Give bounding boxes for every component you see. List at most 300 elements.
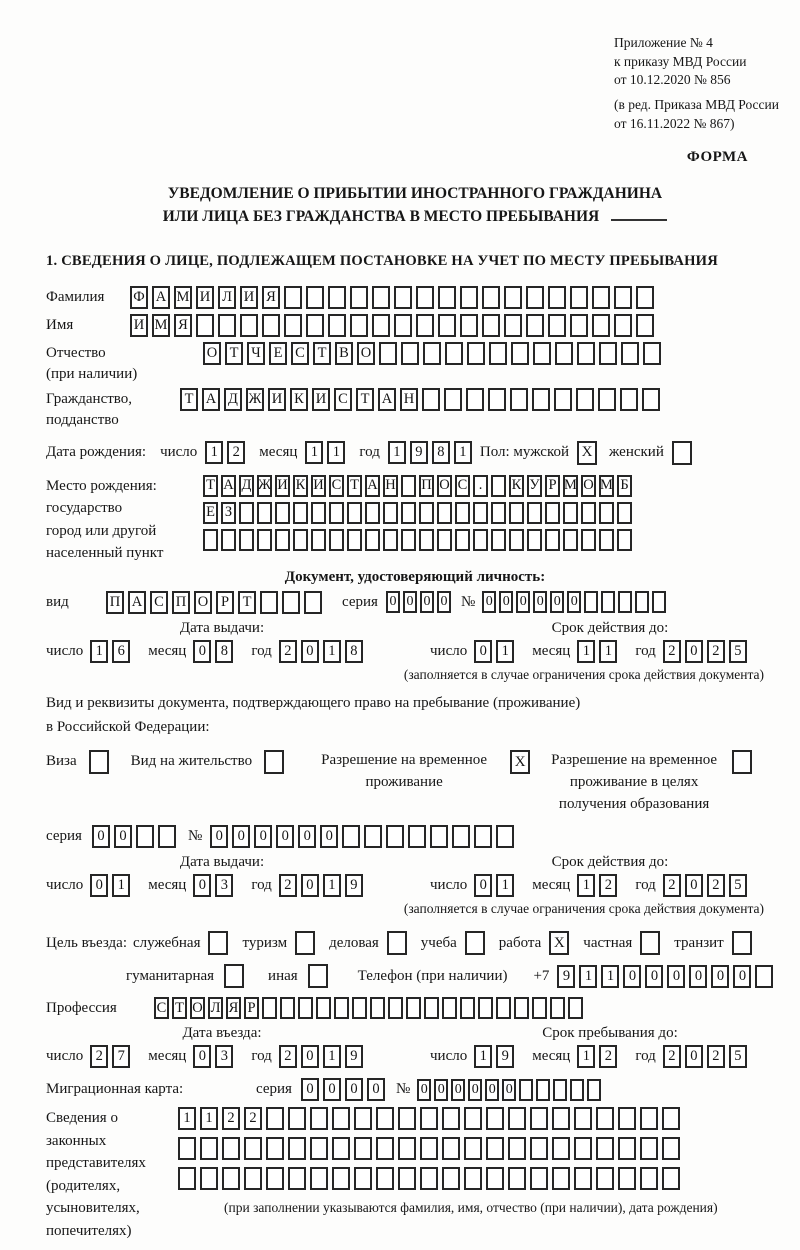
char-box[interactable] — [553, 1079, 567, 1101]
char-box[interactable]: 1 — [577, 874, 595, 897]
char-box[interactable]: 0 — [323, 1078, 341, 1101]
char-box[interactable] — [352, 997, 367, 1019]
char-box[interactable]: 9 — [345, 874, 363, 897]
char-box[interactable]: 0 — [301, 1045, 319, 1068]
char-box[interactable] — [332, 1167, 350, 1190]
char-box[interactable] — [473, 529, 488, 551]
char-box[interactable]: 0 — [567, 591, 581, 613]
char-box[interactable] — [496, 997, 511, 1019]
char-box[interactable] — [563, 529, 578, 551]
char-box[interactable] — [548, 286, 566, 309]
char-box[interactable]: 0 — [193, 874, 211, 897]
char-box[interactable] — [419, 502, 434, 524]
char-box[interactable]: 5 — [729, 1045, 747, 1068]
char-box[interactable]: 0 — [550, 591, 564, 613]
char-box[interactable] — [527, 502, 542, 524]
char-box[interactable] — [642, 388, 660, 411]
char-box[interactable]: 0 — [254, 825, 272, 848]
char-box[interactable]: С — [334, 388, 352, 411]
char-box[interactable] — [328, 286, 346, 309]
char-box[interactable] — [354, 1107, 372, 1130]
char-box[interactable] — [486, 1107, 504, 1130]
char-box[interactable]: А — [221, 475, 236, 497]
char-box[interactable]: 1 — [112, 874, 130, 897]
char-box[interactable] — [587, 1079, 601, 1101]
char-box[interactable] — [364, 825, 382, 848]
char-box[interactable] — [288, 1167, 306, 1190]
char-box[interactable] — [288, 1107, 306, 1130]
char-box[interactable] — [354, 1137, 372, 1160]
char-box[interactable] — [577, 342, 595, 365]
char-box[interactable] — [354, 1167, 372, 1190]
char-box[interactable] — [266, 1137, 284, 1160]
char-box[interactable] — [532, 997, 547, 1019]
char-box[interactable]: 5 — [729, 640, 747, 663]
char-box[interactable] — [491, 475, 506, 497]
char-box[interactable] — [401, 529, 416, 551]
char-box[interactable] — [401, 502, 416, 524]
char-box[interactable] — [442, 1167, 460, 1190]
char-box[interactable] — [329, 529, 344, 551]
char-box[interactable] — [376, 1107, 394, 1130]
char-box[interactable] — [555, 342, 573, 365]
char-box[interactable] — [262, 997, 277, 1019]
char-box[interactable]: 8 — [345, 640, 363, 663]
char-box[interactable]: 0 — [502, 1079, 516, 1101]
char-box[interactable] — [280, 997, 295, 1019]
char-box[interactable] — [350, 286, 368, 309]
tourism-checkbox[interactable] — [295, 931, 315, 955]
char-box[interactable]: 1 — [454, 441, 472, 464]
char-box[interactable]: Т — [180, 388, 198, 411]
char-box[interactable]: 2 — [222, 1107, 240, 1130]
char-box[interactable] — [640, 1107, 658, 1130]
official-checkbox[interactable] — [208, 931, 228, 955]
char-box[interactable] — [423, 342, 441, 365]
char-box[interactable] — [394, 286, 412, 309]
char-box[interactable]: 1 — [323, 1045, 341, 1068]
char-box[interactable] — [372, 314, 390, 337]
char-box[interactable] — [401, 475, 416, 497]
char-box[interactable] — [581, 529, 596, 551]
char-box[interactable] — [452, 825, 470, 848]
char-box[interactable] — [284, 286, 302, 309]
char-box[interactable]: О — [357, 342, 375, 365]
char-box[interactable] — [662, 1107, 680, 1130]
char-box[interactable]: 2 — [663, 1045, 681, 1068]
char-box[interactable] — [755, 965, 773, 988]
char-box[interactable] — [617, 502, 632, 524]
char-box[interactable]: 0 — [437, 591, 451, 613]
char-box[interactable] — [420, 1167, 438, 1190]
char-box[interactable] — [482, 286, 500, 309]
char-box[interactable] — [257, 502, 272, 524]
char-box[interactable] — [372, 286, 390, 309]
char-box[interactable]: 6 — [112, 640, 130, 663]
char-box[interactable] — [244, 1137, 262, 1160]
char-box[interactable] — [592, 286, 610, 309]
char-box[interactable]: 0 — [232, 825, 250, 848]
char-box[interactable] — [420, 1137, 438, 1160]
char-box[interactable]: М — [152, 314, 170, 337]
char-box[interactable]: Е — [269, 342, 287, 365]
temp-residence-checkbox[interactable]: X — [510, 750, 530, 774]
char-box[interactable] — [306, 286, 324, 309]
char-box[interactable] — [486, 1167, 504, 1190]
char-box[interactable] — [508, 1137, 526, 1160]
char-box[interactable]: 3 — [215, 874, 233, 897]
char-box[interactable]: 0 — [345, 1078, 363, 1101]
business-checkbox[interactable] — [387, 931, 407, 955]
char-box[interactable]: 0 — [533, 591, 547, 613]
char-box[interactable] — [530, 1137, 548, 1160]
char-box[interactable]: С — [291, 342, 309, 365]
char-box[interactable]: О — [581, 475, 596, 497]
char-box[interactable] — [257, 529, 272, 551]
char-box[interactable] — [482, 314, 500, 337]
char-box[interactable] — [288, 1137, 306, 1160]
char-box[interactable]: 0 — [301, 1078, 319, 1101]
visa-checkbox[interactable] — [89, 750, 109, 774]
char-box[interactable]: И — [196, 286, 214, 309]
char-box[interactable]: 0 — [667, 965, 685, 988]
char-box[interactable]: М — [563, 475, 578, 497]
char-box[interactable]: П — [172, 591, 190, 614]
char-box[interactable] — [332, 1137, 350, 1160]
char-box[interactable] — [445, 342, 463, 365]
char-box[interactable] — [342, 825, 360, 848]
char-box[interactable] — [379, 342, 397, 365]
char-box[interactable]: 2 — [707, 874, 725, 897]
char-box[interactable]: 2 — [707, 640, 725, 663]
char-box[interactable]: 2 — [279, 640, 297, 663]
char-box[interactable] — [442, 1137, 460, 1160]
char-box[interactable] — [504, 286, 522, 309]
char-box[interactable]: Т — [203, 475, 218, 497]
char-box[interactable]: 9 — [496, 1045, 514, 1068]
char-box[interactable] — [576, 388, 594, 411]
char-box[interactable]: 1 — [496, 874, 514, 897]
char-box[interactable]: П — [106, 591, 124, 614]
char-box[interactable] — [584, 591, 598, 613]
char-box[interactable]: 9 — [345, 1045, 363, 1068]
char-box[interactable] — [455, 529, 470, 551]
char-box[interactable] — [599, 529, 614, 551]
char-box[interactable] — [596, 1137, 614, 1160]
char-box[interactable] — [262, 314, 280, 337]
char-box[interactable] — [662, 1167, 680, 1190]
char-box[interactable]: 3 — [215, 1045, 233, 1068]
char-box[interactable]: К — [509, 475, 524, 497]
char-box[interactable] — [635, 591, 649, 613]
char-box[interactable]: 2 — [279, 874, 297, 897]
char-box[interactable] — [460, 314, 478, 337]
char-box[interactable] — [563, 502, 578, 524]
char-box[interactable]: И — [312, 388, 330, 411]
char-box[interactable] — [388, 997, 403, 1019]
char-box[interactable] — [437, 529, 452, 551]
char-box[interactable] — [408, 825, 426, 848]
study-checkbox[interactable] — [465, 931, 485, 955]
char-box[interactable] — [329, 502, 344, 524]
char-box[interactable] — [526, 314, 544, 337]
char-box[interactable]: 0 — [210, 825, 228, 848]
char-box[interactable] — [438, 314, 456, 337]
char-box[interactable] — [464, 1137, 482, 1160]
char-box[interactable] — [504, 314, 522, 337]
char-box[interactable] — [460, 997, 475, 1019]
char-box[interactable] — [640, 1137, 658, 1160]
char-box[interactable] — [376, 1167, 394, 1190]
char-box[interactable] — [158, 825, 176, 848]
other-purpose-checkbox[interactable] — [308, 964, 328, 988]
char-box[interactable] — [509, 529, 524, 551]
residence-permit-checkbox[interactable] — [264, 750, 284, 774]
char-box[interactable]: 2 — [663, 640, 681, 663]
char-box[interactable] — [444, 388, 462, 411]
char-box[interactable] — [596, 1107, 614, 1130]
char-box[interactable]: Ч — [247, 342, 265, 365]
char-box[interactable]: З — [221, 502, 236, 524]
char-box[interactable]: Ф — [130, 286, 148, 309]
char-box[interactable] — [489, 342, 507, 365]
char-box[interactable]: И — [275, 475, 290, 497]
char-box[interactable]: К — [290, 388, 308, 411]
char-box[interactable]: 0 — [301, 874, 319, 897]
char-box[interactable]: 1 — [577, 1045, 595, 1068]
char-box[interactable] — [196, 314, 214, 337]
char-box[interactable] — [284, 314, 302, 337]
char-box[interactable]: К — [293, 475, 308, 497]
char-box[interactable] — [574, 1167, 592, 1190]
char-box[interactable] — [514, 997, 529, 1019]
char-box[interactable] — [554, 388, 572, 411]
char-box[interactable]: Т — [225, 342, 243, 365]
char-box[interactable]: Р — [244, 997, 259, 1019]
char-box[interactable]: 1 — [496, 640, 514, 663]
char-box[interactable] — [621, 342, 639, 365]
char-box[interactable]: 1 — [323, 640, 341, 663]
char-box[interactable] — [568, 997, 583, 1019]
char-box[interactable]: 0 — [403, 591, 417, 613]
char-box[interactable] — [527, 529, 542, 551]
char-box[interactable]: 2 — [707, 1045, 725, 1068]
char-box[interactable] — [614, 286, 632, 309]
temp-residence-education-checkbox[interactable] — [732, 750, 752, 774]
char-box[interactable]: М — [599, 475, 614, 497]
char-box[interactable] — [509, 502, 524, 524]
char-box[interactable]: Т — [172, 997, 187, 1019]
char-box[interactable]: 0 — [298, 825, 316, 848]
char-box[interactable]: 9 — [557, 965, 575, 988]
char-box[interactable]: 1 — [323, 874, 341, 897]
char-box[interactable] — [398, 1167, 416, 1190]
char-box[interactable]: Я — [174, 314, 192, 337]
char-box[interactable]: 0 — [485, 1079, 499, 1101]
char-box[interactable]: 5 — [729, 874, 747, 897]
char-box[interactable] — [536, 1079, 550, 1101]
humanitarian-checkbox[interactable] — [224, 964, 244, 988]
char-box[interactable]: Я — [262, 286, 280, 309]
char-box[interactable] — [533, 342, 551, 365]
char-box[interactable] — [437, 502, 452, 524]
char-box[interactable] — [376, 1137, 394, 1160]
char-box[interactable]: 1 — [577, 640, 595, 663]
char-box[interactable] — [239, 502, 254, 524]
char-box[interactable] — [618, 1137, 636, 1160]
char-box[interactable] — [310, 1137, 328, 1160]
char-box[interactable]: 1 — [599, 640, 617, 663]
char-box[interactable] — [581, 502, 596, 524]
char-box[interactable]: 0 — [434, 1079, 448, 1101]
char-box[interactable] — [244, 1167, 262, 1190]
char-box[interactable]: 2 — [599, 1045, 617, 1068]
char-box[interactable] — [618, 1107, 636, 1130]
char-box[interactable]: О — [437, 475, 452, 497]
char-box[interactable]: 0 — [276, 825, 294, 848]
char-box[interactable] — [643, 342, 661, 365]
char-box[interactable]: О — [194, 591, 212, 614]
char-box[interactable]: 0 — [474, 640, 492, 663]
char-box[interactable]: 0 — [386, 591, 400, 613]
char-box[interactable]: 0 — [482, 591, 496, 613]
char-box[interactable] — [386, 825, 404, 848]
char-box[interactable]: Р — [545, 475, 560, 497]
char-box[interactable] — [617, 529, 632, 551]
char-box[interactable] — [491, 502, 506, 524]
char-box[interactable]: 0 — [451, 1079, 465, 1101]
char-box[interactable] — [455, 502, 470, 524]
char-box[interactable] — [334, 997, 349, 1019]
char-box[interactable] — [347, 529, 362, 551]
char-box[interactable] — [574, 1137, 592, 1160]
char-box[interactable] — [466, 388, 484, 411]
char-box[interactable]: 1 — [90, 640, 108, 663]
char-box[interactable]: 0 — [417, 1079, 431, 1101]
char-box[interactable] — [662, 1137, 680, 1160]
char-box[interactable] — [640, 1167, 658, 1190]
char-box[interactable] — [240, 314, 258, 337]
char-box[interactable] — [478, 997, 493, 1019]
char-box[interactable]: 1 — [579, 965, 597, 988]
char-box[interactable]: П — [419, 475, 434, 497]
char-box[interactable] — [652, 591, 666, 613]
char-box[interactable]: 1 — [200, 1107, 218, 1130]
char-box[interactable]: Р — [216, 591, 234, 614]
work-checkbox[interactable]: X — [549, 931, 569, 955]
char-box[interactable] — [416, 314, 434, 337]
char-box[interactable] — [464, 1167, 482, 1190]
char-box[interactable] — [570, 1079, 584, 1101]
char-box[interactable] — [474, 825, 492, 848]
char-box[interactable] — [178, 1167, 196, 1190]
char-box[interactable] — [545, 502, 560, 524]
char-box[interactable]: 0 — [685, 874, 703, 897]
char-box[interactable] — [275, 502, 290, 524]
char-box[interactable] — [530, 1167, 548, 1190]
char-box[interactable] — [530, 1107, 548, 1130]
char-box[interactable]: 0 — [711, 965, 729, 988]
char-box[interactable]: Н — [400, 388, 418, 411]
char-box[interactable] — [592, 314, 610, 337]
char-box[interactable]: 0 — [685, 1045, 703, 1068]
char-box[interactable]: А — [378, 388, 396, 411]
char-box[interactable]: О — [190, 997, 205, 1019]
char-box[interactable] — [306, 314, 324, 337]
char-box[interactable] — [332, 1107, 350, 1130]
char-box[interactable] — [599, 342, 617, 365]
char-box[interactable]: 0 — [92, 825, 110, 848]
char-box[interactable]: 0 — [474, 874, 492, 897]
char-box[interactable] — [394, 314, 412, 337]
char-box[interactable] — [526, 286, 544, 309]
transit-checkbox[interactable] — [732, 931, 752, 955]
char-box[interactable]: 0 — [499, 591, 513, 613]
char-box[interactable] — [552, 1137, 570, 1160]
char-box[interactable] — [310, 1167, 328, 1190]
char-box[interactable] — [491, 529, 506, 551]
char-box[interactable]: 1 — [388, 441, 406, 464]
char-box[interactable] — [328, 314, 346, 337]
char-box[interactable] — [365, 529, 380, 551]
char-box[interactable] — [401, 342, 419, 365]
char-box[interactable] — [424, 997, 439, 1019]
char-box[interactable]: 0 — [623, 965, 641, 988]
char-box[interactable]: Т — [313, 342, 331, 365]
char-box[interactable]: Д — [224, 388, 242, 411]
char-box[interactable]: 8 — [432, 441, 450, 464]
char-box[interactable] — [548, 314, 566, 337]
char-box[interactable] — [200, 1137, 218, 1160]
char-box[interactable] — [260, 591, 278, 614]
char-box[interactable]: 0 — [193, 1045, 211, 1068]
char-box[interactable] — [416, 286, 434, 309]
char-box[interactable]: 1 — [474, 1045, 492, 1068]
char-box[interactable] — [430, 825, 448, 848]
char-box[interactable]: 2 — [279, 1045, 297, 1068]
char-box[interactable]: Б — [617, 475, 632, 497]
char-box[interactable]: И — [130, 314, 148, 337]
char-box[interactable] — [420, 1107, 438, 1130]
char-box[interactable]: 1 — [601, 965, 619, 988]
char-box[interactable]: 0 — [516, 591, 530, 613]
char-box[interactable]: И — [240, 286, 258, 309]
char-box[interactable] — [618, 1167, 636, 1190]
private-checkbox[interactable] — [640, 931, 660, 955]
char-box[interactable] — [599, 502, 614, 524]
char-box[interactable] — [532, 388, 550, 411]
char-box[interactable]: 0 — [645, 965, 663, 988]
char-box[interactable] — [442, 997, 457, 1019]
char-box[interactable] — [178, 1137, 196, 1160]
char-box[interactable] — [596, 1167, 614, 1190]
char-box[interactable] — [552, 1107, 570, 1130]
char-box[interactable]: В — [335, 342, 353, 365]
char-box[interactable]: А — [202, 388, 220, 411]
char-box[interactable]: 0 — [733, 965, 751, 988]
char-box[interactable] — [614, 314, 632, 337]
char-box[interactable] — [266, 1167, 284, 1190]
char-box[interactable]: У — [527, 475, 542, 497]
char-box[interactable] — [266, 1107, 284, 1130]
char-box[interactable] — [508, 1107, 526, 1130]
char-box[interactable]: Д — [239, 475, 254, 497]
char-box[interactable]: 2 — [599, 874, 617, 897]
char-box[interactable]: 1 — [305, 441, 323, 464]
char-box[interactable]: . — [473, 475, 488, 497]
char-box[interactable] — [486, 1137, 504, 1160]
char-box[interactable]: 0 — [114, 825, 132, 848]
